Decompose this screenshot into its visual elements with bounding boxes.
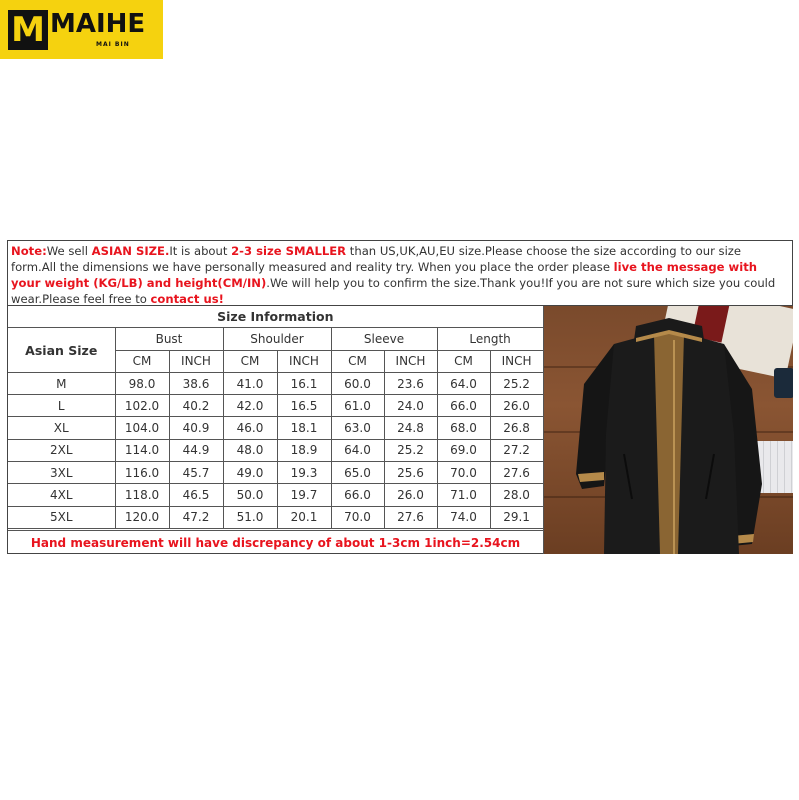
table-cell: 28.0 bbox=[490, 484, 543, 506]
table-cell: 120.0 bbox=[115, 506, 169, 528]
table-cell: 46.5 bbox=[169, 484, 223, 506]
table-cell: 74.0 bbox=[437, 506, 490, 528]
table-row bbox=[8, 506, 543, 528]
table-cell: 24.0 bbox=[384, 395, 437, 417]
note-text-1: We sell bbox=[46, 244, 92, 258]
table-cell: 114.0 bbox=[115, 439, 169, 461]
table-cell: 25.2 bbox=[490, 372, 543, 394]
measurement-footnote: Hand measurement will have discrepancy of about 1-3cm 1inch=2.54cm bbox=[8, 530, 543, 555]
size-cell: 3XL bbox=[8, 462, 115, 484]
table-cell: 26.0 bbox=[384, 484, 437, 506]
unit-header: INCH bbox=[490, 350, 543, 372]
unit-header: CM bbox=[115, 350, 169, 372]
table-title-row bbox=[8, 306, 543, 328]
table-cell: 60.0 bbox=[331, 372, 384, 394]
table-group-row bbox=[8, 328, 543, 350]
note-contact: contact us! bbox=[150, 292, 224, 306]
group-header-shoulder: Shoulder bbox=[223, 328, 331, 350]
unit-header: INCH bbox=[277, 350, 331, 372]
table-cell: 98.0 bbox=[115, 372, 169, 394]
table-cell: 47.2 bbox=[169, 506, 223, 528]
size-chart bbox=[7, 240, 793, 554]
table-cell: 42.0 bbox=[223, 395, 277, 417]
note-weight-height: live the message with your weight (KG/LB) and height(CM/IN) bbox=[11, 260, 758, 290]
table-cell: 27.6 bbox=[384, 506, 437, 528]
brand-name: MAIHE bbox=[50, 9, 146, 39]
table-row bbox=[8, 417, 543, 439]
table-cell: 63.0 bbox=[331, 417, 384, 439]
table-cell: 24.8 bbox=[384, 417, 437, 439]
table-cell: 69.0 bbox=[437, 439, 490, 461]
brand-subtitle: MAI BIN bbox=[96, 41, 130, 48]
table-cell: 26.8 bbox=[490, 417, 543, 439]
size-table bbox=[8, 306, 544, 529]
table-cell: 18.1 bbox=[277, 417, 331, 439]
note-text-2: It is about bbox=[169, 244, 232, 258]
perfume-bottle bbox=[774, 368, 793, 398]
table-cell: 18.9 bbox=[277, 439, 331, 461]
table-cell: 116.0 bbox=[115, 462, 169, 484]
table-cell: 38.6 bbox=[169, 372, 223, 394]
size-cell: XL bbox=[8, 417, 115, 439]
group-header-bust: Bust bbox=[115, 328, 223, 350]
table-cell: 16.1 bbox=[277, 372, 331, 394]
table-cell: 61.0 bbox=[331, 395, 384, 417]
table-cell: 27.6 bbox=[490, 462, 543, 484]
table-cell: 19.7 bbox=[277, 484, 331, 506]
table-title: Size Information bbox=[8, 306, 543, 328]
table-cell: 70.0 bbox=[437, 462, 490, 484]
table-cell: 27.2 bbox=[490, 439, 543, 461]
unit-header: INCH bbox=[169, 350, 223, 372]
note-smaller: 2-3 size SMALLER bbox=[231, 244, 347, 258]
unit-header: CM bbox=[331, 350, 384, 372]
table-cell: 26.0 bbox=[490, 395, 543, 417]
table-cell: 64.0 bbox=[331, 439, 384, 461]
size-column-header: Asian Size bbox=[8, 328, 115, 373]
logo-mark bbox=[8, 10, 48, 50]
group-header-sleeve: Sleeve bbox=[331, 328, 437, 350]
table-cell: 50.0 bbox=[223, 484, 277, 506]
size-note bbox=[8, 241, 792, 306]
group-header-length: Length bbox=[437, 328, 543, 350]
table-cell: 25.2 bbox=[384, 439, 437, 461]
table-row bbox=[8, 439, 543, 461]
table-cell: 19.3 bbox=[277, 462, 331, 484]
table-cell: 70.0 bbox=[331, 506, 384, 528]
table-cell: 40.9 bbox=[169, 417, 223, 439]
note-text-4: .We will help you to confirm the size.Thank you!If you are not sure which size you could wear.Please feel free to bbox=[11, 276, 776, 306]
table-row bbox=[8, 372, 543, 394]
table-cell: 16.5 bbox=[277, 395, 331, 417]
table-cell: 25.6 bbox=[384, 462, 437, 484]
table-row bbox=[8, 395, 543, 417]
table-cell: 68.0 bbox=[437, 417, 490, 439]
jacket-image bbox=[574, 314, 764, 554]
table-cell: 23.6 bbox=[384, 372, 437, 394]
table-cell: 66.0 bbox=[331, 484, 384, 506]
table-cell: 44.9 bbox=[169, 439, 223, 461]
table-cell: 48.0 bbox=[223, 439, 277, 461]
unit-header: CM bbox=[223, 350, 277, 372]
size-cell: M bbox=[8, 372, 115, 394]
unit-header: CM bbox=[437, 350, 490, 372]
table-cell: 49.0 bbox=[223, 462, 277, 484]
note-text-3: than US,UK,AU,EU size.Please choose the size according to our size form.All the dimensions we have personally measured and reality try. When you place the order please bbox=[11, 244, 742, 274]
table-cell: 51.0 bbox=[223, 506, 277, 528]
table-row bbox=[8, 462, 543, 484]
table-cell: 102.0 bbox=[115, 395, 169, 417]
table-cell: 104.0 bbox=[115, 417, 169, 439]
table-cell: 118.0 bbox=[115, 484, 169, 506]
table-cell: 20.1 bbox=[277, 506, 331, 528]
unit-header: INCH bbox=[384, 350, 437, 372]
size-cell: 2XL bbox=[8, 439, 115, 461]
size-cell: 4XL bbox=[8, 484, 115, 506]
product-photo bbox=[543, 306, 793, 554]
note-label: Note: bbox=[11, 244, 47, 258]
note-asian-size: ASIAN SIZE. bbox=[91, 244, 170, 258]
table-cell: 46.0 bbox=[223, 417, 277, 439]
table-cell: 29.1 bbox=[490, 506, 543, 528]
size-cell: 5XL bbox=[8, 506, 115, 528]
table-row bbox=[8, 484, 543, 506]
table-cell: 64.0 bbox=[437, 372, 490, 394]
table-cell: 45.7 bbox=[169, 462, 223, 484]
logo-mark-letter: M bbox=[11, 10, 45, 50]
size-cell: L bbox=[8, 395, 115, 417]
table-cell: 40.2 bbox=[169, 395, 223, 417]
table-cell: 65.0 bbox=[331, 462, 384, 484]
brand-logo bbox=[0, 0, 163, 59]
table-cell: 66.0 bbox=[437, 395, 490, 417]
table-cell: 71.0 bbox=[437, 484, 490, 506]
table-cell: 41.0 bbox=[223, 372, 277, 394]
